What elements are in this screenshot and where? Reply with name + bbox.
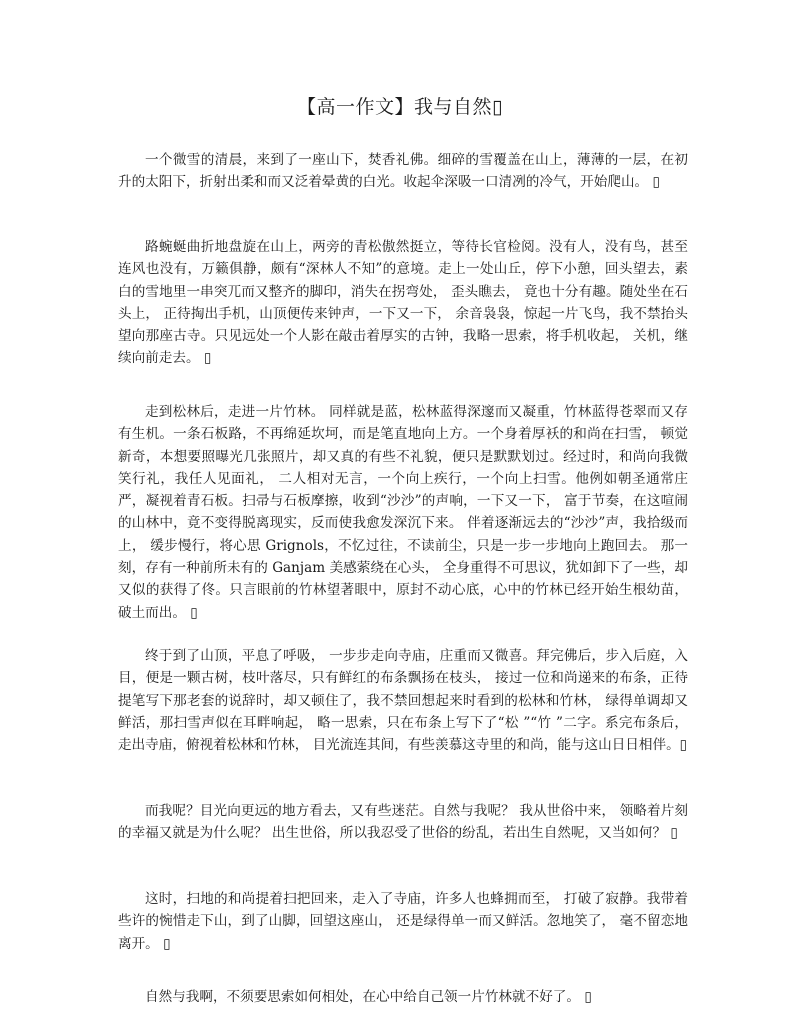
paragraph-5: 而我呢？目光向更远的地方看去，又有些迷茫。自然与我呢？ 我从世俗中来， 领略着片刻的幸福又就是为什么呢？ 出生世俗，所以我忍受了世俗的纷乱，若出生自然呢，又当如何？ ▯ <box>118 803 688 842</box>
paragraph-2: 路蜿蜒曲折地盘旋在山上，两旁的青松傲然挺立，等待长官检阅。没有人，没有鸟，甚至连风也没有，万籁俱静，颇有“深林人不知”的意境。走上一处山丘，停下小憩，回头望去，素白的雪地里一串突兀而又整齐的脚印，消失在拐弯处， 歪头瞧去， 竟也十分有趣。随处坐在石头上， 正待掏出手机，山顶便传来钟声，一下又一下， 余音袅袅，惊起一片飞鸟，我不禁抬头望向那座古寺。只见远处一个人影在敲击着厚实的古钟，我略一思索，将手机收起， 关机，继续向前走去。 ▯ <box>118 239 688 367</box>
paragraph-6: 这时，扫地的和尚提着扫把回来，走入了寺庙，许多人也蜂拥而至， 打破了寂静。我带着些许的惋惜走下山，到了山脚，回望这座山， 还是绿得单一而又鲜活。忽地笑了， 毫不留恋地离开。 ▯ <box>118 891 688 952</box>
document-title: 【高一作文】我与自然▯ <box>297 96 503 118</box>
paragraph-1: 一个微雪的清晨，来到了一座山下，焚香礼佛。细碎的雪覆盖在山上，薄薄的一层，在初升的太阳下，折射出柔和而又泛着晕黄的白光。收起伞深吸一口清冽的冷气，开始爬山。 ▯ <box>118 152 688 191</box>
paragraph-7: 自然与我啊，不须要思索如何相处，在心中给自己领一片竹林就不好了。 ▯ <box>145 989 592 1005</box>
paragraph-3: 走到松林后，走进一片竹林。 同样就是蓝，松林蓝得深邃而又凝重，竹林蓝得苍翠而又存有生机。一条石板路，不再绵延坎坷，而是笔直地向上方。一个身着厚袄的和尚在扫雪， 顿觉新奇，本想要照曝光几张照片，却又真的有些不礼貌，便只是默默划过。经过时，和尚向我微笑行礼，我任人见面礼， 二人相对无言，一个向上疾行，一个向上扫雪。他例如朝圣通常庄严，凝视着青石板。扫帚与石板摩擦，收到“沙沙”的声响，一下又一下， 富于节奏，在这喧闹的山林中，竟不变得脱离现实，反而使我愈发深沉下来。 伴着逐渐远去的“沙沙”声，我拾级而上， 缓步慢行，将心思 Grignols，不忆过往，不读前尘，只是一步一步地向上跑回去。 那一刻，存有一种前所未有的 Ganjam 美感萦绕在心头， 全身重得不可思议，犹如卸下了一些，却又似的获得了佟。只言眼前的竹林望著眼中，原封不动心底，心中的竹林已经开始生根幼苗，破土而出。 ▯ <box>118 404 688 621</box>
paragraph-4: 终于到了山顶，平息了呼吸， 一步步走向寺庙，庄重而又微喜。拜完佛后，步入后庭，入目，便是一颗古树，枝叶落尽，只有鲜红的布条飘扬在枝头， 接过一位和尚递来的布条，正待提笔写下那老套的说辞时，却又顿住了，我不禁回想起来时看到的松林和竹林， 绿得单调却又鲜活，那扫雪声似在耳畔响起， 略一思索，只在布条上写下了“松 ”“竹 ”二字。系完布条后，走出寺庙，俯视着松林和竹林， 目光流连其间，有些羡慕这寺里的和尚，能与这山日日相伴。▯ <box>118 648 688 754</box>
